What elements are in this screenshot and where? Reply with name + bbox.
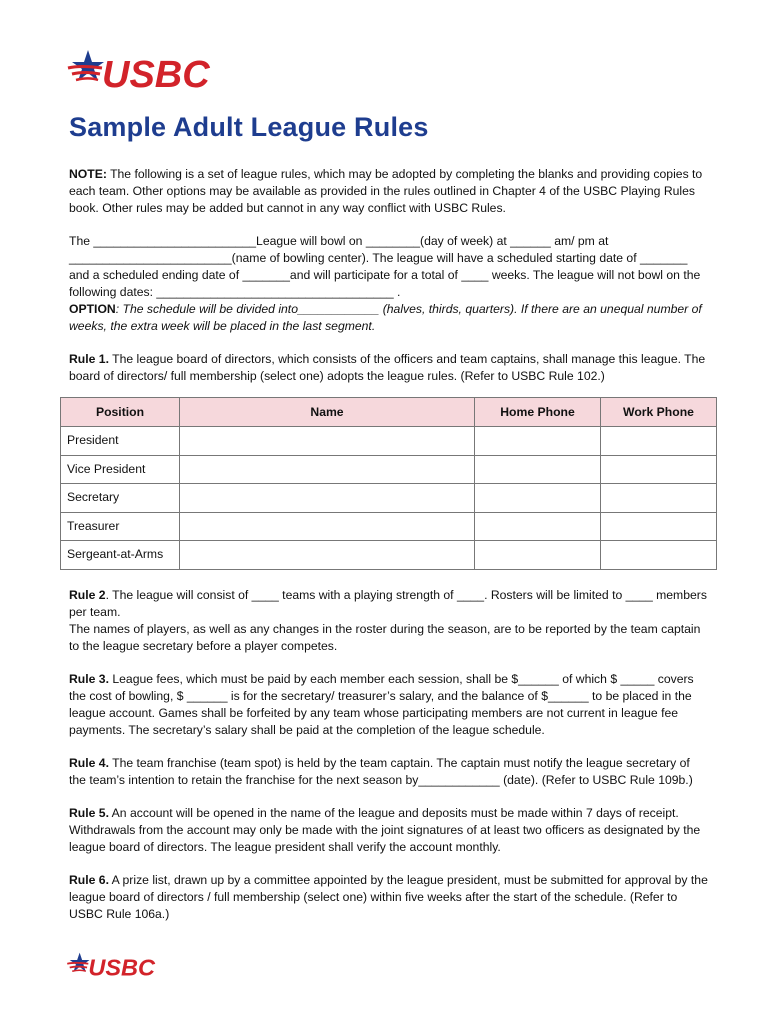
work-phone-field[interactable] [601, 484, 717, 513]
table-row [61, 427, 717, 456]
name-field[interactable] [180, 512, 475, 541]
rule1-text: The league board of directors, which consists of the officers and team captains, shall manage this league. The board of directors/ full membership (select one) adopts the league rules. (Refer to USBC Rule 102.) [69, 352, 706, 383]
work-phone-field[interactable] [601, 427, 717, 456]
rule2-label: Rule 2 [69, 587, 106, 602]
logo-text: USBC [102, 54, 210, 94]
home-phone-field[interactable] [475, 541, 601, 570]
option-label: OPTION [69, 302, 116, 316]
rule6-paragraph [69, 872, 709, 923]
schedule-text: The ________________________League will bowl on ________(day of week) at ______ am/ pm at ________________________(name of bowling center). The league will have a scheduled starting date of _______ and a scheduled ending date of _______and will participate for a total of ____ weeks. The league will not bowl on the following dates: ___________________________________ . [69, 234, 701, 299]
position-cell: President [61, 427, 180, 456]
rule5-label: Rule 5. [69, 805, 109, 820]
name-field[interactable] [180, 455, 475, 484]
rule3-paragraph [69, 671, 709, 739]
rule5-text: An account will be opened in the name of the league and deposits must be made within 7 days of receipt. Withdrawals from the account may only be made with the joint signatures of at least two officers as designated by the league board of directors. The league president shall verify the account monthly. [69, 805, 701, 854]
officers-table-header [61, 398, 717, 427]
rule5-paragraph [69, 805, 709, 856]
rule2-paragraph [69, 587, 709, 621]
header-name: Name [180, 398, 475, 427]
usbc-logo [66, 46, 266, 94]
footer-logo-text: USBC [88, 954, 156, 980]
home-phone-field[interactable] [475, 484, 601, 513]
rule4-paragraph [69, 755, 709, 789]
schedule-paragraph [69, 233, 709, 301]
header-work-phone: Work Phone [601, 398, 717, 427]
work-phone-field[interactable] [601, 455, 717, 484]
position-cell: Vice President [61, 455, 180, 484]
table-row [61, 512, 717, 541]
option-paragraph [69, 301, 709, 335]
rule2-text: . The league will consist of ____ teams with a playing strength of ____. Rosters will be limited to ____ members per team. [69, 587, 707, 619]
position-cell: Secretary [61, 484, 180, 513]
header-position: Position [61, 398, 180, 427]
rule6-text: A prize list, drawn up by a committee appointed by the league president, must be submitted for approval by the league board of directors / full membership (select one) within five weeks after the start of the schedule. (Refer to USBC Rule 106a.) [69, 872, 708, 921]
document-body [69, 166, 709, 939]
note-text: The following is a set of league rules, which may be adopted by completing the blanks and providing copies to each team. Other options may be available as provided in the rules outlined in Chapter 4 of the USBC Playing Rules book. Other rules may be added but cannot in any way conflict with USBC Rules. [69, 167, 703, 215]
name-field[interactable] [180, 541, 475, 570]
position-cell: Sergeant-at-Arms [61, 541, 180, 570]
table-row [61, 541, 717, 570]
position-cell: Treasurer [61, 512, 180, 541]
name-field[interactable] [180, 427, 475, 456]
work-phone-field[interactable] [601, 541, 717, 570]
table-row [61, 484, 717, 513]
table-row [61, 455, 717, 484]
usbc-footer-logo [66, 950, 190, 980]
rule3-label: Rule 3. [69, 671, 109, 686]
rule4-text: The team franchise (team spot) is held by the team captain. The captain must notify the league secretary of the team’s intention to retain the franchise for the next season by____________ (date). (Refer to USBC Rule 109b.) [69, 755, 693, 787]
work-phone-field[interactable] [601, 512, 717, 541]
rule1-label: Rule 1. [69, 352, 109, 366]
name-field[interactable] [180, 484, 475, 513]
rule2-text-2: The names of players, as well as any changes in the roster during the season, are to be reported by the team captain to the league secretary before a player competes. [69, 621, 701, 653]
home-phone-field[interactable] [475, 512, 601, 541]
officers-table [60, 397, 717, 570]
page-title: Sample Adult League Rules [69, 112, 429, 142]
rule1-paragraph [69, 351, 709, 385]
header-home-phone: Home Phone [475, 398, 601, 427]
note-label: NOTE: [69, 167, 107, 181]
home-phone-field[interactable] [475, 427, 601, 456]
rule3-text: League fees, which must be paid by each member each session, shall be $______ of which $ _____ covers the cost of bowling, $ ______ is for the secretary/ treasurer’s salary, and the balance of $______ to be placed in the league account. Games shall be forfeited by any team whose participating members are not current in league fee payments. The secretary’s salary shall be paid at the completion of the league schedule. [69, 671, 694, 737]
rule2-paragraph-2 [69, 621, 709, 655]
note-paragraph [69, 166, 709, 217]
rule4-label: Rule 4. [69, 755, 109, 770]
rule6-label: Rule 6. [69, 872, 109, 887]
home-phone-field[interactable] [475, 455, 601, 484]
option-text: : The schedule will be divided into____________ (halves, thirds, quarters). If there are an unequal number of weeks, the extra week will be placed in the last segment. [69, 302, 702, 333]
